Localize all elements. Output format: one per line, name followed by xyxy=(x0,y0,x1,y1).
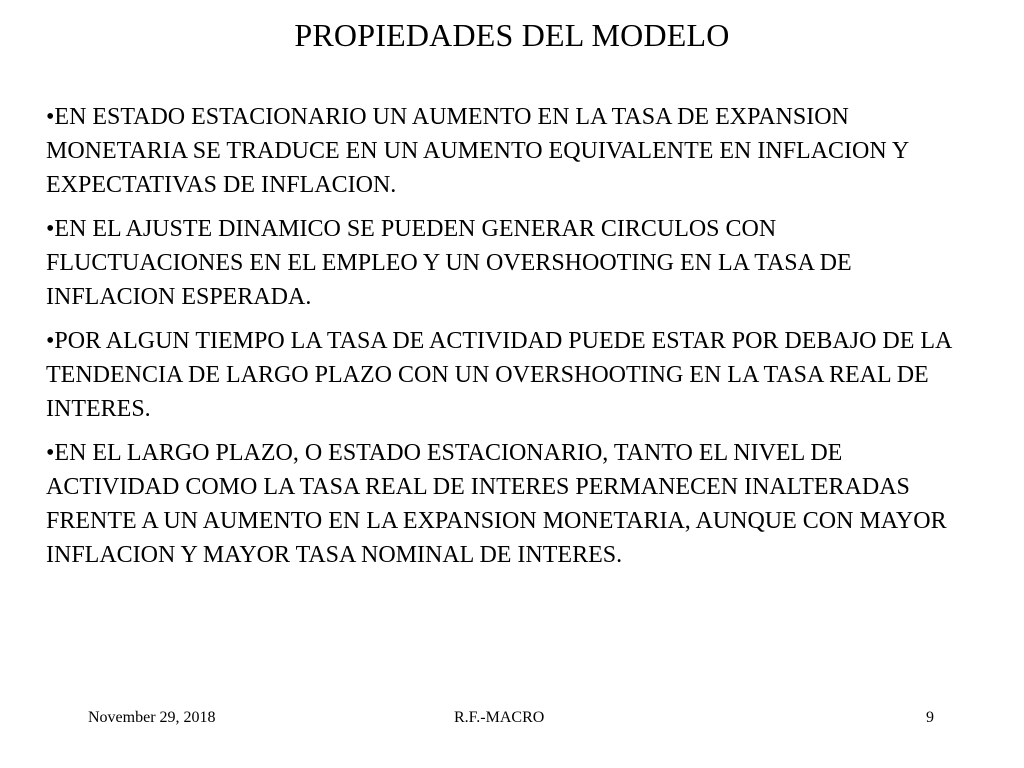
slide-title: PROPIEDADES DEL MODELO xyxy=(294,17,730,53)
bullet-icon: • xyxy=(46,440,55,466)
bullet-list xyxy=(46,100,976,582)
bullet-item xyxy=(46,100,976,202)
bullet-item xyxy=(46,436,976,572)
footer-date: November 29, 2018 xyxy=(88,709,216,726)
bullet-text: POR ALGUN TIEMPO LA TASA DE ACTIVIDAD PUEDE ESTAR POR DEBAJO DE LA TENDENCIA DE LARGO PLAZO CON UN OVERSHOOTING EN LA TASA REAL DE INTERES. xyxy=(46,328,952,422)
bullet-icon: • xyxy=(46,328,55,354)
footer-center-text: R.F.-MACRO xyxy=(454,709,545,726)
bullet-item xyxy=(46,212,976,314)
page-number: 9 xyxy=(926,709,934,726)
bullet-text: EN EL AJUSTE DINAMICO SE PUEDEN GENERAR CIRCULOS CON FLUCTUACIONES EN EL EMPLEO Y UN OVERSHOOTING EN LA TASA DE INFLACION ESPERADA. xyxy=(46,216,852,310)
bullet-icon: • xyxy=(46,104,55,130)
bullet-icon: • xyxy=(46,216,55,242)
bullet-text: EN EL LARGO PLAZO, O ESTADO ESTACIONARIO, TANTO EL NIVEL DE ACTIVIDAD COMO LA TASA REAL DE INTERES PERMANECEN INALTERADAS FRENTE A UN AUMENTO EN LA EXPANSION MONETARIA, AUNQUE CON MAYOR INFLACION Y MAYOR TASA NOMINAL DE INTERES. xyxy=(46,440,947,568)
bullet-item xyxy=(46,324,976,426)
bullet-text: EN ESTADO ESTACIONARIO UN AUMENTO EN LA TASA DE EXPANSION MONETARIA SE TRADUCE EN UN AUMENTO EQUIVALENTE EN INFLACION Y EXPECTATIVAS DE INFLACION. xyxy=(46,104,909,198)
